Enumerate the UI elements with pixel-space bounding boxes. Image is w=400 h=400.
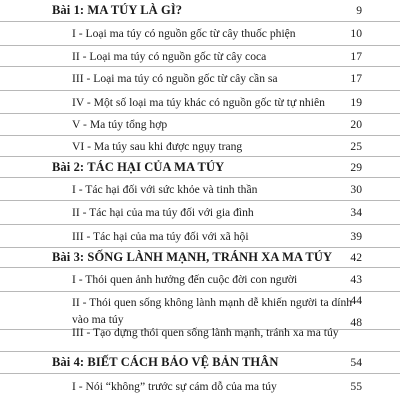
toc-entry-title: Bài 3: SỐNG LÀNH MẠNH, TRÁNH XA MA TÚY (52, 250, 333, 264)
toc-section-row (0, 178, 400, 201)
toc-section-row (0, 67, 400, 91)
toc-chapter-row (0, 0, 400, 22)
toc-page-number: 9 (356, 4, 362, 17)
toc-entry-title: III - Tác hại của ma túy đối với xã hội (72, 229, 249, 243)
toc-page-number: 54 (350, 356, 362, 369)
toc-page-number: 55 (350, 379, 362, 393)
toc-section-row (0, 136, 400, 157)
toc-entry-title: I - Loại ma túy có nguồn gốc từ cây thuốc phiện (72, 27, 296, 40)
toc-entry-title: III - Tạo dựng thói quen sống lành mạnh, tránh xa ma túy (72, 326, 339, 339)
toc-section-row (0, 201, 400, 225)
toc-entry-title: Bài 2: TÁC HẠI CỦA MA TÚY (52, 159, 225, 174)
toc-entry-title: Bài 4: BIẾT CÁCH BẢO VỆ BẢN THÂN (52, 355, 279, 369)
toc-entry-title: I - Thói quen ảnh hưởng đến cuộc đời con người (72, 273, 298, 286)
toc-page-number: 20 (350, 118, 362, 131)
toc-entry-title: IV - Một số loại ma túy khác có nguồn gốc từ tự nhiên (72, 95, 325, 109)
toc-chapter-row (0, 248, 400, 268)
toc-section-row (0, 114, 400, 136)
toc-page-number: 44 (350, 294, 362, 307)
toc-entry-title: III - Loại ma túy có nguồn gốc từ cây cần sa (72, 72, 278, 85)
toc-entry-title: II - Tác hại của ma túy đối với gia đình (72, 206, 254, 219)
toc-entry-title: VI - Ma túy sau khi được ngụy trang (72, 139, 243, 153)
toc-section-row (0, 91, 400, 114)
toc-page-number: 39 (350, 229, 362, 243)
toc-page-number: 43 (350, 273, 362, 286)
toc-entry-title: Bài 1: MA TÚY LÀ GÌ? (52, 3, 183, 17)
toc-section-row (0, 225, 400, 248)
toc-entry-title: II - Loại ma túy có nguồn gốc từ cây coca (72, 49, 267, 63)
toc-chapter-row (0, 352, 400, 374)
toc-entry-title: II - Thói quen sống không lành mạnh dễ khiến người ta dính vào ma túy (72, 295, 353, 326)
toc-page-number: 42 (350, 251, 362, 264)
toc-page-number: 29 (350, 160, 362, 174)
toc-page-number: 25 (350, 139, 362, 153)
toc-section-row (0, 374, 400, 398)
toc-chapter-row (0, 157, 400, 178)
toc-entry-title: V - Ma túy tổng hợp (72, 118, 168, 131)
toc-section-row (0, 22, 400, 46)
toc-section-row (0, 314, 400, 352)
toc-page-number: 48 (350, 316, 362, 329)
toc-page-number: 10 (350, 27, 362, 40)
toc-entry-title: I - Tác hại đối với sức khỏe và tinh thần (72, 182, 258, 196)
toc-page-number: 34 (350, 206, 362, 219)
toc-page-number: 17 (350, 72, 362, 85)
toc-page-number: 30 (350, 182, 362, 196)
toc-page-number: 19 (350, 95, 362, 109)
toc-section-row (0, 268, 400, 292)
toc-page-number: 17 (350, 49, 362, 63)
toc-section-row (0, 46, 400, 67)
toc-entry-title: I - Nói “không” trước sự cám dỗ của ma túy (72, 379, 277, 393)
